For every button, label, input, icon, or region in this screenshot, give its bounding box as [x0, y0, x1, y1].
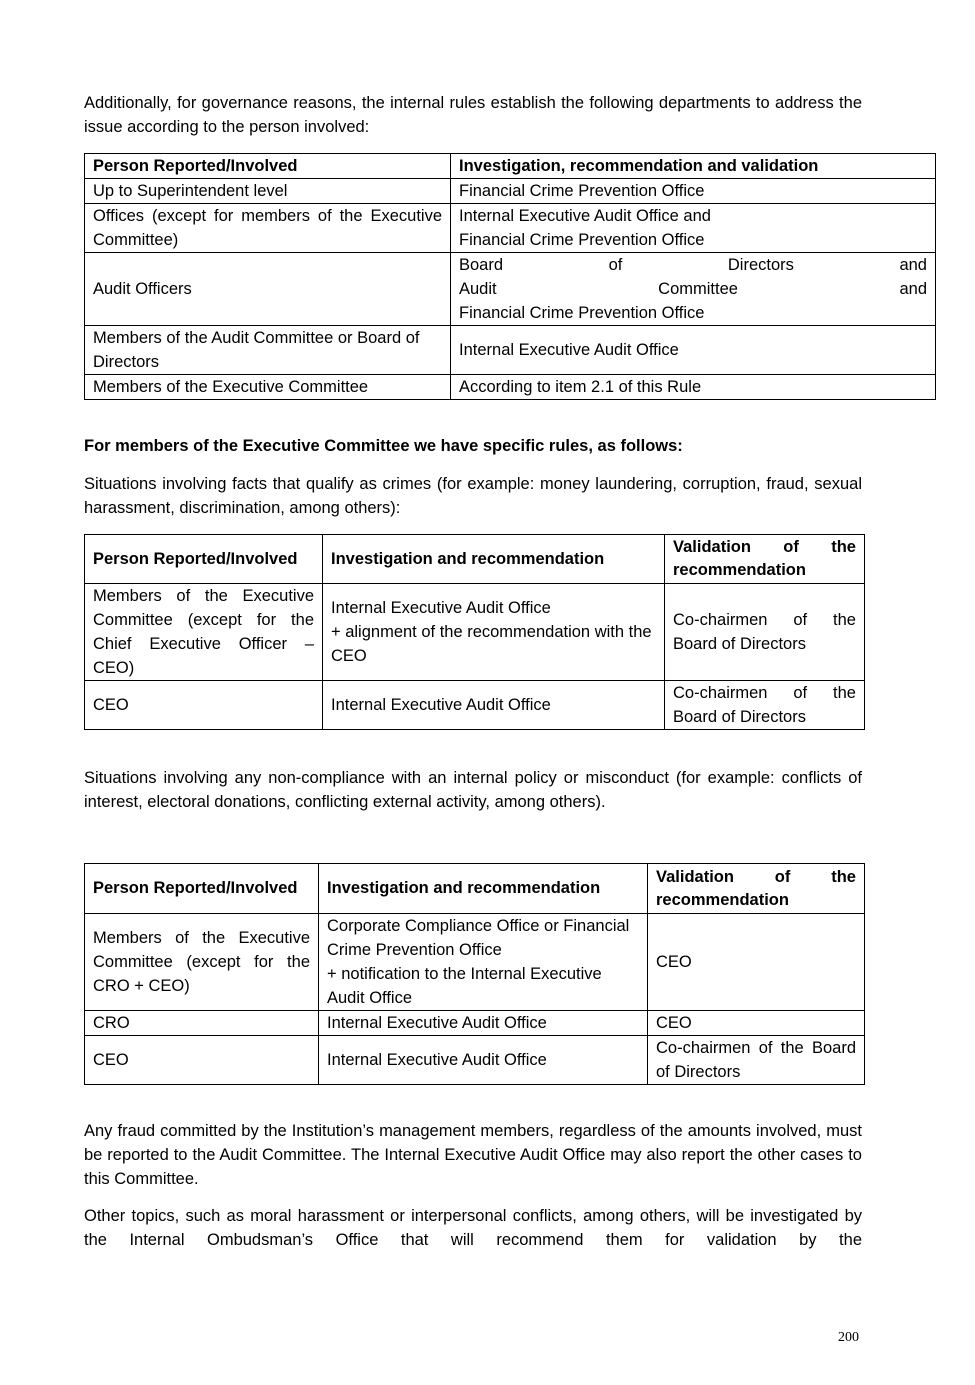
table-header-row: [85, 864, 865, 914]
other-topics-paragraph: Other topics, such as moral harassment or interpersonal conflicts, among others, will be investigated by the Internal Ombudsman’s Office that will recommend them for validation by the: [84, 1207, 862, 1249]
table-cell: Up to Superintendent level: [85, 179, 451, 204]
table-row: [85, 584, 865, 681]
intro-paragraph: Additionally, for governance reasons, the internal rules establish the following departments to address the issue according to the person involved:: [84, 94, 862, 136]
table-cell: Internal Executive Audit Office: [323, 681, 665, 730]
table-header: Investigation, recommendation and validation: [451, 154, 936, 179]
table-cell: CEO: [648, 914, 865, 1011]
table-cell: Members of the Executive Committee: [85, 375, 451, 400]
table-cell: Internal Executive Audit Office: [319, 1011, 648, 1036]
table-row: [85, 1036, 865, 1085]
table-row: [85, 253, 936, 326]
table-row: [85, 326, 936, 375]
table-row: [85, 914, 865, 1011]
cell-line: Financial Crime Prevention Office: [459, 304, 705, 322]
table-row: [85, 1011, 865, 1036]
table-header: Person Reported/Involved: [85, 864, 319, 914]
table-cell: CRO: [85, 1011, 319, 1036]
cell-line: Corporate Compliance Office or Financial Crime Prevention Office: [327, 917, 630, 959]
table-header: Person Reported/Involved: [85, 535, 323, 584]
cell-line: Internal Executive Audit Office and: [459, 207, 711, 225]
cell-line: Audit Committee and: [459, 280, 927, 298]
table-cell: CEO: [85, 681, 323, 730]
table-cell: [323, 584, 665, 681]
table-cell: Offices (except for members of the Executive Committee): [85, 204, 451, 253]
table-row: [85, 375, 936, 400]
table-cell: Financial Crime Prevention Office: [451, 179, 936, 204]
crimes-table: [84, 534, 865, 730]
table-cell: Co-chairmen of the Board of Directors: [665, 584, 865, 681]
departments-table: [84, 153, 936, 400]
table-header: Validation of the recommendation: [648, 864, 865, 914]
table-cell: CEO: [648, 1011, 865, 1036]
table-header: Person Reported/Involved: [85, 154, 451, 179]
cell-line: Board of Directors and: [459, 256, 927, 274]
table-cell: Audit Officers: [85, 253, 451, 326]
table-header: Investigation and recommendation: [319, 864, 648, 914]
cell-line: Internal Executive Audit Office: [331, 599, 551, 617]
cell-line: Financial Crime Prevention Office: [459, 231, 705, 249]
cell-line: + alignment of the recommendation with the CEO: [331, 623, 652, 665]
noncompliance-table: [84, 863, 865, 1085]
table-cell: Internal Executive Audit Office: [319, 1036, 648, 1085]
table-cell: Co-chairmen of the Board of Directors: [648, 1036, 865, 1085]
table-cell: Members of the Audit Committee or Board of Directors: [85, 326, 451, 375]
exec-committee-heading: For members of the Executive Committee we have specific rules, as follows:: [84, 437, 683, 455]
noncompliance-intro-paragraph: Situations involving any non-compliance with an internal policy or misconduct (for example: conflicts of interest, electoral donations, conflicting external activity, among others).: [84, 769, 862, 811]
table-header-row: [85, 154, 936, 179]
table-cell: [451, 204, 936, 253]
table-cell: Co-chairmen of the Board of Directors: [665, 681, 865, 730]
crimes-intro-paragraph: Situations involving facts that qualify as crimes (for example: money laundering, corruption, fraud, sexual harassment, discrimination, among others):: [84, 475, 862, 517]
table-row: [85, 204, 936, 253]
table-cell: Internal Executive Audit Office: [451, 326, 936, 375]
table-cell: According to item 2.1 of this Rule: [451, 375, 936, 400]
table-cell: CEO: [85, 1036, 319, 1085]
fraud-paragraph: Any fraud committed by the Institution’s management members, regardless of the amounts involved, must be reported to the Audit Committee. The Internal Executive Audit Office may also report the other cases to this Committee.: [84, 1122, 862, 1188]
table-row: [85, 179, 936, 204]
table-header: Investigation and recommendation: [323, 535, 665, 584]
table-header: Validation of the recommendation: [665, 535, 865, 584]
table-cell: Members of the Executive Committee (except for the CRO + CEO): [85, 914, 319, 1011]
table-cell: Members of the Executive Committee (except for the Chief Executive Officer – CEO): [85, 584, 323, 681]
page-number: 200: [838, 1330, 859, 1345]
table-cell: [319, 914, 648, 1011]
table-row: [85, 681, 865, 730]
table-cell: [451, 253, 936, 326]
cell-line: + notification to the Internal Executive Audit Office: [327, 965, 602, 1007]
table-header-row: [85, 535, 865, 584]
